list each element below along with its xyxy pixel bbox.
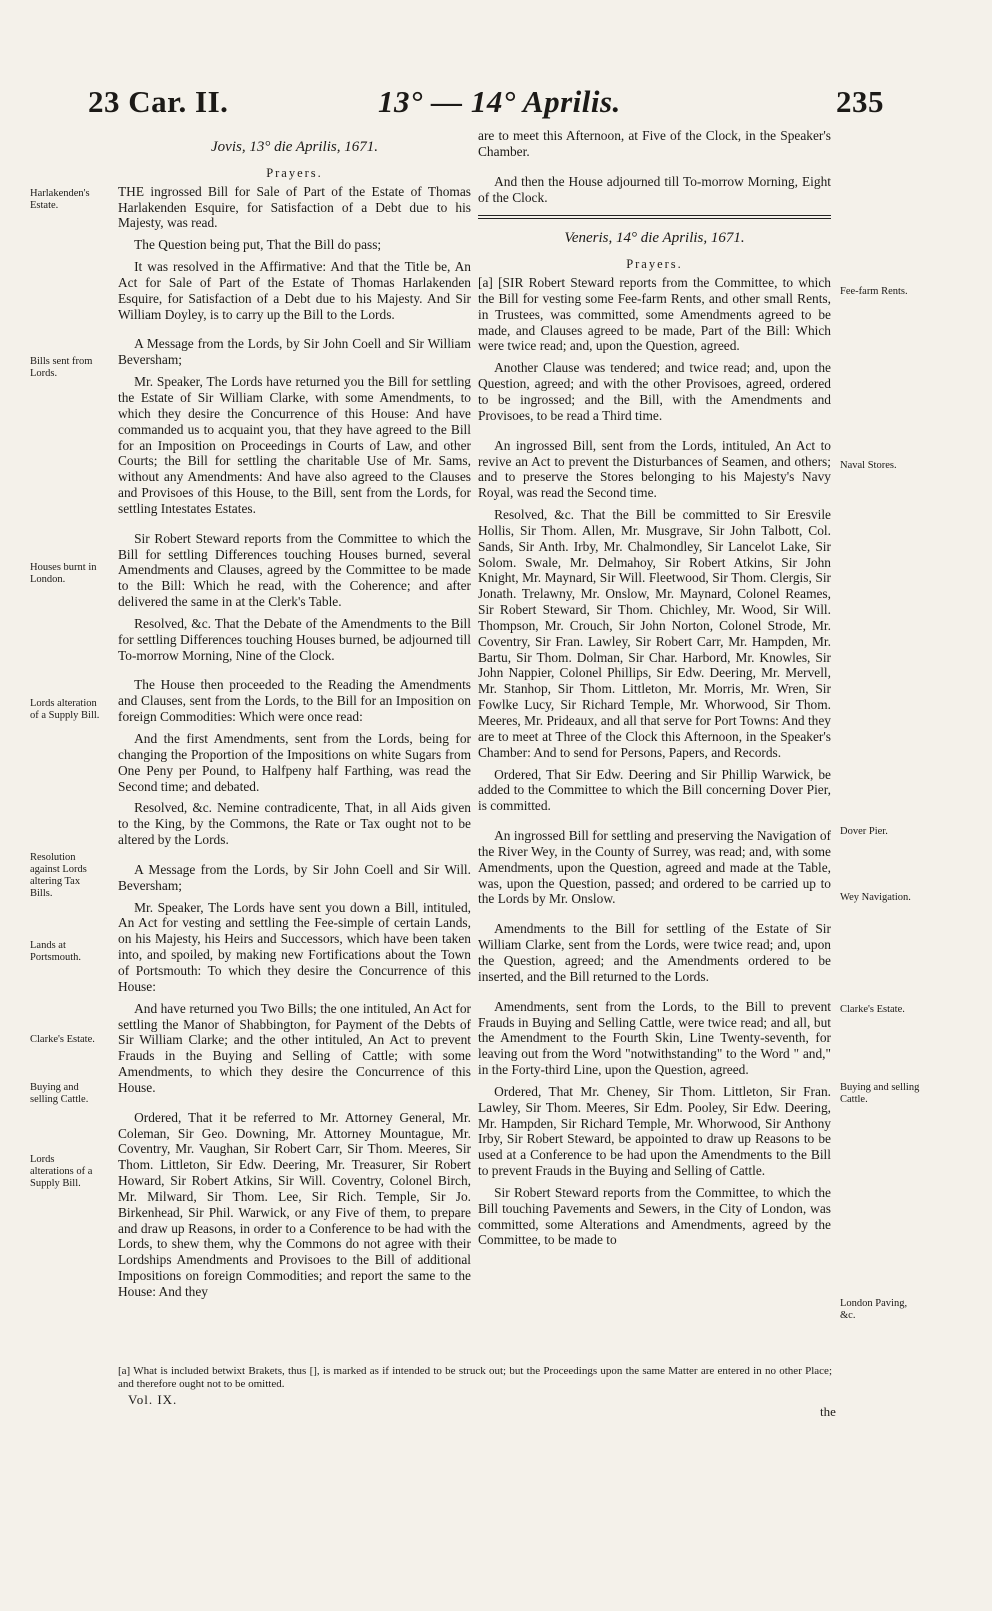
margin-note-left: Lords alterations of a Supply Bill.	[30, 1154, 93, 1189]
margin-note-right: Buying and selling Cattle.	[840, 1082, 920, 1105]
paragraph: Ordered, That Mr. Cheney, Sir Thom. Littleton, Sir Fran. Lawley, Sir Thom. Meeres, Sir Edm. Pooley, Sir Edw. Deering, Mr. Hampden, Sir Richard Temple, Mr. Whorwood, Sir Anthony Irby, Sir Robert Steward, be appointed to draw up Reasons to be used at a Conference to be had upon the Amendments to the Bill to prevent Frauds in the Buying and Selling of Cattle.	[478, 1083, 831, 1179]
day-heading: Veneris, 14° die Aprilis, 1671.	[564, 230, 745, 247]
paragraph: Sir Robert Steward reports from the Committee to which the Bill for settling Differences touching Houses burned, several Amendments and Clauses, agreed by the Committee to be made to the Bill: Which he read, with the Coherence; and after delivered the same in at the Clerk's Table.	[118, 530, 471, 610]
paragraph: A Message from the Lords, by Sir John Coell and Sir William Beversham;	[118, 336, 471, 368]
paragraph: Resolved, &c. That the Debate of the Amendments to the Bill for settling Differences touching Houses burned, be adjourned till To-morrow Morning, Nine of the Clock.	[118, 615, 471, 663]
paragraph: The Question being put, That the Bill do pass;	[134, 237, 382, 253]
paragraph: are to meet this Afternoon, at Five of the Clock, in the Speaker's Chamber.	[478, 128, 831, 159]
section-rule	[478, 215, 831, 219]
paragraph: THE ingrossed Bill for Sale of Part of the Estate of Thomas Harlakenden Esquire, for Satisfaction of a Debt due to his Majesty, was read.	[118, 183, 471, 231]
paragraph: Amendments to the Bill for settling of the Estate of Sir William Clarke, sent from the Lords, were twice read; and, upon the Question, agreed; and the Amendments ordered to be inserted, and the Bill returned to the Lords.	[478, 921, 831, 984]
margin-note-left: Bills sent from Lords.	[30, 356, 93, 379]
page-number: 235	[836, 84, 884, 119]
paragraph: Mr. Speaker, The Lords have sent you down a Bill, intituled, An Act for vesting and settling the Fee-simple of certain Lands, on his Majesty, his Heirs and Successors, which have been taken into, and spoiled, by making new Fortifications about the Town of Portsmouth: To which they desire the Concurrence of this House:	[118, 899, 471, 994]
paragraph: And then the House adjourned till To-morrow Morning, Eight of the Clock.	[478, 173, 831, 205]
paragraph: An ingrossed Bill, sent from the Lords, intituled, An Act to revive an Act to prevent the Disturbances of Seamen, and others; and to preserve the Stores belonging to his Majesty's Navy Royal, was read the Second time.	[478, 437, 831, 501]
journal-column-left	[118, 128, 471, 1306]
journal-column-right	[478, 128, 831, 1254]
day-heading: Jovis, 13° die Aprilis, 1671.	[211, 139, 378, 155]
margin-note-right: Clarke's Estate.	[840, 1004, 905, 1015]
margin-note-left: Lands at Portsmouth.	[30, 940, 82, 963]
paragraph: A Message from the Lords, by Sir John Coell and Sir Will. Beversham;	[118, 861, 471, 893]
paragraph: An ingrossed Bill for settling and preserving the Navigation of the River Wey, in the County of Surrey, was read; and, with some Amendments, upon the Question, agreed and made at the Table, was, upon the Question, passed; and ordered to be carried up to the Lords by Mr. Onslow.	[478, 828, 831, 907]
volume-signature: Vol. IX.	[128, 1392, 178, 1407]
margin-note-right: Naval Stores.	[840, 460, 897, 471]
margin-note-left: Resolution against Lords altering Tax Bills.	[30, 852, 87, 899]
prayers-heading: Prayers.	[266, 165, 323, 180]
margin-note-right: London Paving, &c.	[840, 1298, 908, 1321]
running-head-date: 13° — 14° Aprilis.	[378, 84, 621, 119]
margin-note-left: Lords alteration of a Supply Bill.	[30, 698, 100, 721]
margin-note-right: Fee-farm Rents.	[840, 286, 908, 297]
paragraph: Resolved, &c. Nemine contradicente, That, in all Aids given to the King, by the Commons, the Rate or Tax ought not to be altered by the Lords.	[118, 800, 471, 848]
margin-note-left: Harlakenden's Estate.	[30, 188, 90, 211]
margin-note-left: Clarke's Estate.	[30, 1034, 95, 1045]
paragraph: It was resolved in the Affirmative: And that the Title be, An Act for Sale of Part of the Estate of Thomas Harlakenden Esquire, for Satisfaction of a Debt due to his Majesty. And Sir William Doyley, is to carry up the Bill to the Lords.	[118, 259, 471, 322]
paragraph: Amendments, sent from the Lords, to the Bill to prevent Frauds in Buying and Selling Cattle, were twice read; and all, but the Amendment to the Fourth Skin, Line Twenty-seventh, for leaving out from the Word "notwithstanding" to the Word " and," in the Forty-third Line, upon the Question, agreed.	[478, 998, 831, 1078]
margin-note-right: Wey Navigation.	[840, 892, 911, 903]
paragraph: Ordered, That Sir Edw. Deering and Sir Phillip Warwick, be added to the Committee to which the Bill concerning Dover Pier, is committed.	[478, 766, 831, 814]
running-head-left: 23 Car. II.	[88, 84, 229, 119]
margin-note-left: Houses burnt in London.	[30, 562, 97, 585]
margin-note-left: Buying and selling Cattle.	[30, 1082, 89, 1105]
paragraph: And the first Amendments, sent from the Lords, being for changing the Proportion of the Impositions on white Sugars from One Peny per Pound, to Halfpeny half Farthing, was read the Second time; and debated.	[118, 731, 471, 794]
paragraph: Ordered, That it be referred to Mr. Attorney General, Mr. Coleman, Sir Geo. Downing, Mr. Attorney Mountague, Mr. Coventry, Mr. Vaughan, Sir Robert Carr, Sir Thom. Meeres, Sir Thom. Littleton, Sir Edw. Deering, Mr. Treasurer, Sir Robert Howard, Sir Robert Atkins, Sir Will. Coventry, Colonel Birch, Mr. Milward, Sir Thom. Lee, Sir Rich. Temple, Sir Jo. Birkenhead, Sir Phil. Warwick, or any Five of them, to prepare and draw up Reasons, in order to a Conference to be had with the Lords, to shew them, why the Commons do not agree with their Lordships Amendments and Provisoes to the Bill of additional Impositions on foreign Commodities; and report the same to the House: And they	[118, 1109, 471, 1299]
paragraph: The House then proceeded to the Reading the Amendments and Clauses, sent from the Lords, to the Bill for an Imposition on foreign Commodities: Which were once read:	[118, 677, 471, 725]
catchword: the	[820, 1404, 836, 1419]
paragraph: Sir Robert Steward reports from the Committee, to which the Bill touching Pavements and Sewers, in the City of London, was committed, some Alterations and Amendments, agreed by the Committee, to be made to	[478, 1184, 831, 1248]
paragraph: Mr. Speaker, The Lords have returned you the Bill for settling the Estate of Sir William Clarke, with some Amendments, to which they desire the Concurrence of this House: And have commanded us to acquaint you, that they have agreed to the Bill for an Imposition on Proceedings in Courts of Law, and other Courts; the Bill for settling the charitable Use of Mr. Sams, without any Amendments: And have also agreed to the Clauses and Provisoes of this House, to the Bill, sent from the Lords, for settling Intestates Estates.	[118, 374, 471, 516]
paragraph: [a] [SIR Robert Steward reports from the Committee, to which the Bill for vesting some Fee-farm Rents, and other small Rents, in Trustees, was committed, some Amendments agreed to be made, and Clauses agreed to be made, Part of the Bill: Which were twice read; and, upon the Question, agreed.	[478, 275, 831, 354]
paragraph: Resolved, &c. That the Bill be committed to Sir Eresvile Hollis, Sir Thom. Allen, Mr. Musgrave, Sir John Talbott, Col. Sands, Sir Anth. Irby, Mr. Chalmondley, Sir Lancelot Lake, Sir Solom. Swale, Mr. Delmahoy, Sir Robert Atkins, Sir John Knight, Mr. Maynard, Sir Will. Fleetwood, Sir Thom. Clergis, Sir Jonath. Trelawny, Mr. Onslow, Mr. Maynard, Colonel Reames, Sir Robert Steward, Sir Thom. Chichley, Mr. Wood, Sir Will. Thompson, Mr. Crouch, Sir John Norton, Colonel Strode, Mr. Coventry, Sir Fran. Lawley, Sir Robert Carr, Mr. Hampden, Mr. Bartu, Sir Thom. Dolman, Sir Char. Harbord, Mr. Knowles, Sir John Nappier, Colonel Phillips, Sir Edw. Deering, Mr. Mervell, Mr. Stanhop, Sir Thom. Littleton, Mr. Morris, Mr. Wren, Sir Fowlke Lucy, Sir Richard Temple, Mr. Whorwood, Sir Thom. Meeres, Mr. Prideaux, and all that serve for Port Towns: And they are to meet at Three of the Clock this Afternoon, in the Speaker's Chamber: And to send for Persons, Papers, and Records.	[478, 507, 831, 760]
paragraph: Another Clause was tendered; and twice read; and, upon the Question, agreed; and with the other Provisoes, agreed, ordered to be ingrossed; and the Bill, with the Amendments and Provisoes, to be read a Third time.	[478, 360, 831, 423]
margin-note-right: Dover Pier.	[840, 826, 888, 837]
paragraph: And have returned you Two Bills; the one intituled, An Act for settling the Manor of Shabbington, for Payment of the Debts of Sir William Clarke; and the other intituled, An Act to prevent Frauds in the Buying and Selling of Cattle; with some Amendments, to which they desire the Concurrence of this House.	[118, 1000, 471, 1095]
footnote: [a] What is included betwixt Brakets, thus [], is marked as if intended to be struck out; but the Proceedings upon the same Matter are entered in no other Place; and therefore ought not to be omitted.	[118, 1365, 832, 1390]
prayers-heading: Prayers.	[626, 257, 683, 272]
